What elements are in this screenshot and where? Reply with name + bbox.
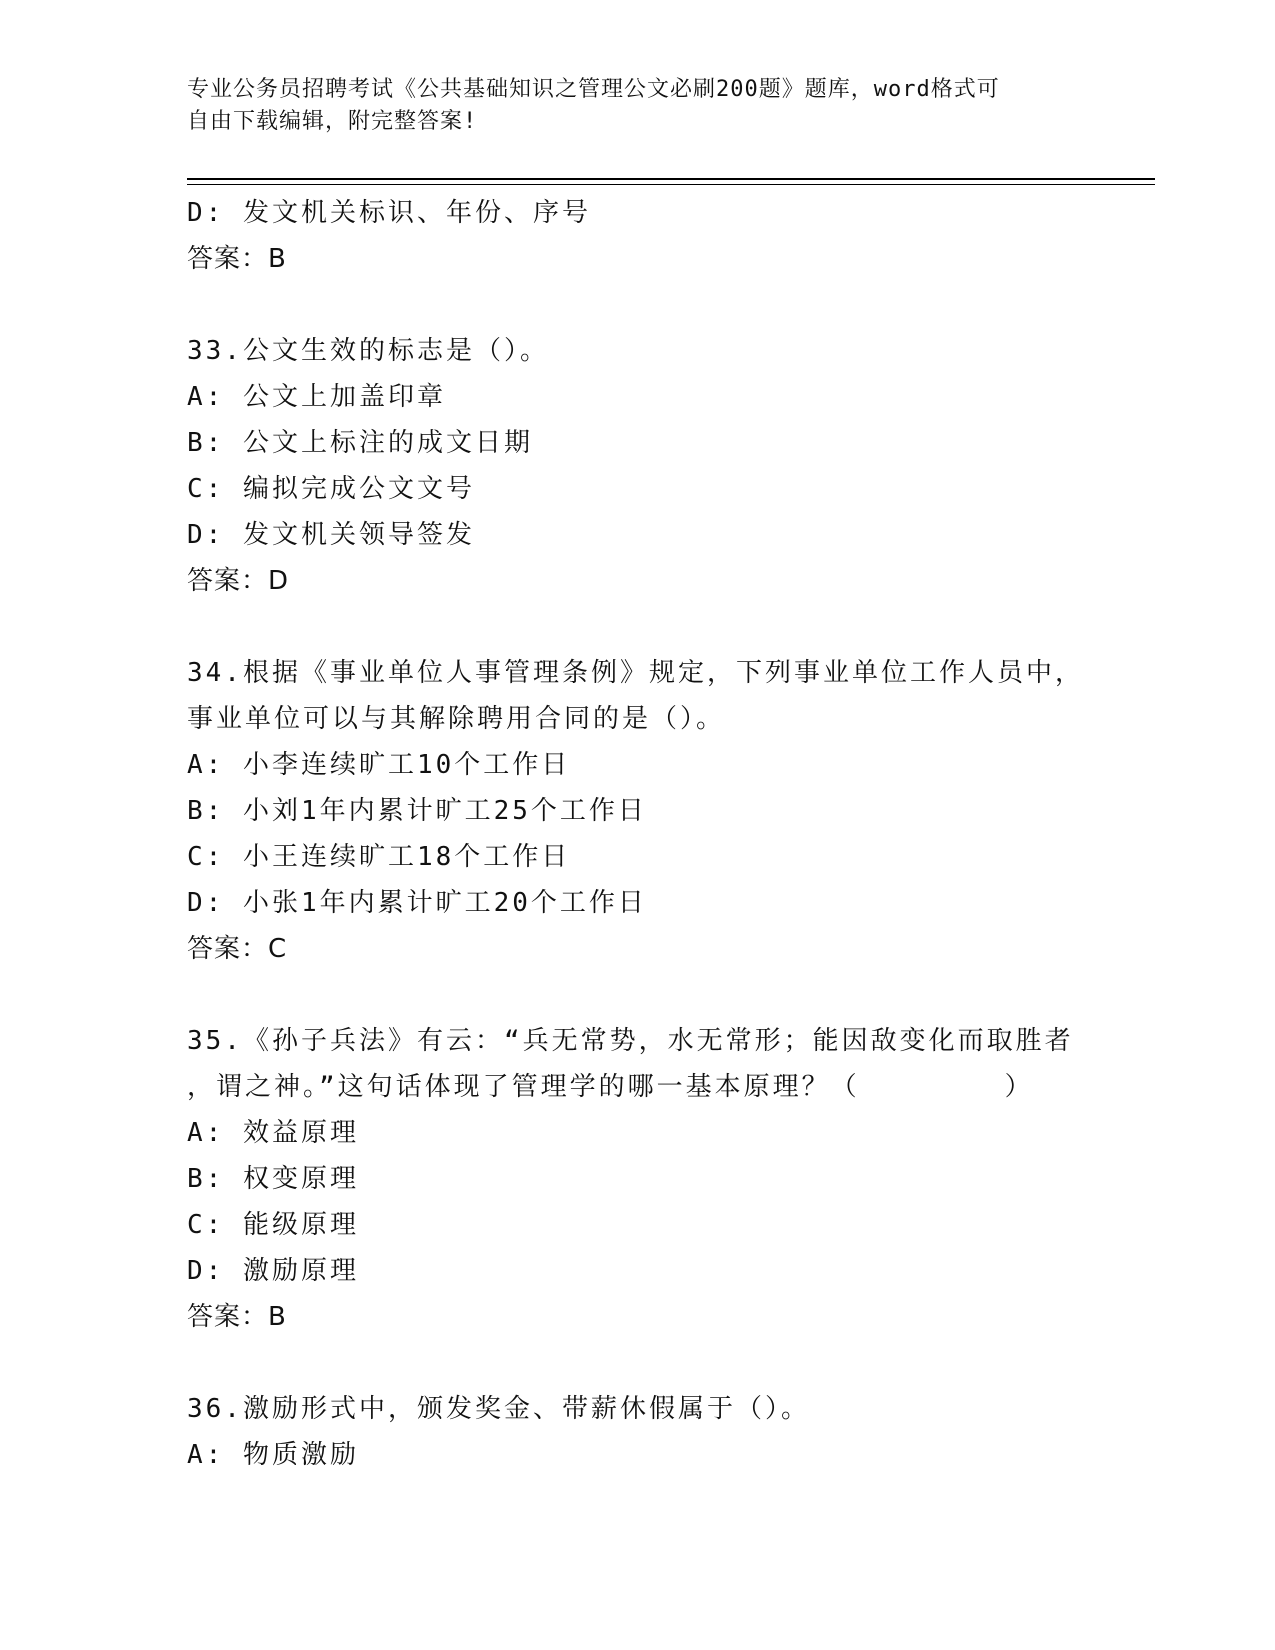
header-line-1: 专业公务员招聘考试《公共基础知识之管理公文必刷200题》题库，word格式可 [187,77,1000,102]
option-b: B: 权变原理 [187,1164,359,1194]
document-header [187,74,1087,138]
option-c: C: 小王连续旷工18个工作日 [187,842,571,872]
prev-option-d: D: 发文机关标识、年份、序号 [187,198,591,228]
option-a: A: 小李连续旷工10个工作日 [187,750,571,780]
option-a: A: 效益原理 [187,1118,359,1148]
option-a: A: 物质激励 [187,1440,359,1470]
question-stem: 33.公文生效的标志是（）。 [187,336,549,366]
answer: 答案：D [187,566,290,596]
option-a: A: 公文上加盖印章 [187,382,446,412]
question-33 [187,328,1147,604]
spacer [187,1340,1147,1386]
spacer [187,604,1147,650]
answer: 答案：C [187,934,288,964]
option-d: D: 小张1年内累计旷工20个工作日 [187,888,647,918]
answer: 答案：B [187,1302,287,1332]
spacer [187,282,1147,328]
header-line-2: 自由下载编辑，附完整答案! [187,109,478,134]
prev-answer: 答案：B [187,244,287,274]
spacer [187,972,1147,1018]
option-b: B: 小刘1年内累计旷工25个工作日 [187,796,647,826]
question-36 [187,1386,1147,1478]
question-35 [187,1018,1147,1340]
option-d: D: 发文机关领导签发 [187,520,475,550]
question-stem-line-1: 35.《孙子兵法》有云：“兵无常势，水无常形；能因敌变化而取胜者 [187,1026,1074,1056]
header-divider-thick [187,178,1155,180]
option-c: C: 编拟完成公文文号 [187,474,475,504]
question-34 [187,650,1147,972]
option-c: C: 能级原理 [187,1210,359,1240]
header-divider-thin [187,184,1155,185]
option-b: B: 公文上标注的成文日期 [187,428,533,458]
question-stem-line-1: 34.根据《事业单位人事管理条例》规定，下列事业单位工作人员中， [187,658,1084,688]
question-stem-line-2: 事业单位可以与其解除聘用合同的是（）。 [187,704,726,734]
question-stem-line-2: ，谓之神。”这句话体现了管理学的哪一基本原理？（ ） [187,1072,1034,1102]
option-d: D: 激励原理 [187,1256,359,1286]
question-stem: 36.激励形式中，颁发奖金、带薪休假属于（）。 [187,1394,810,1424]
question-list [187,190,1147,1478]
